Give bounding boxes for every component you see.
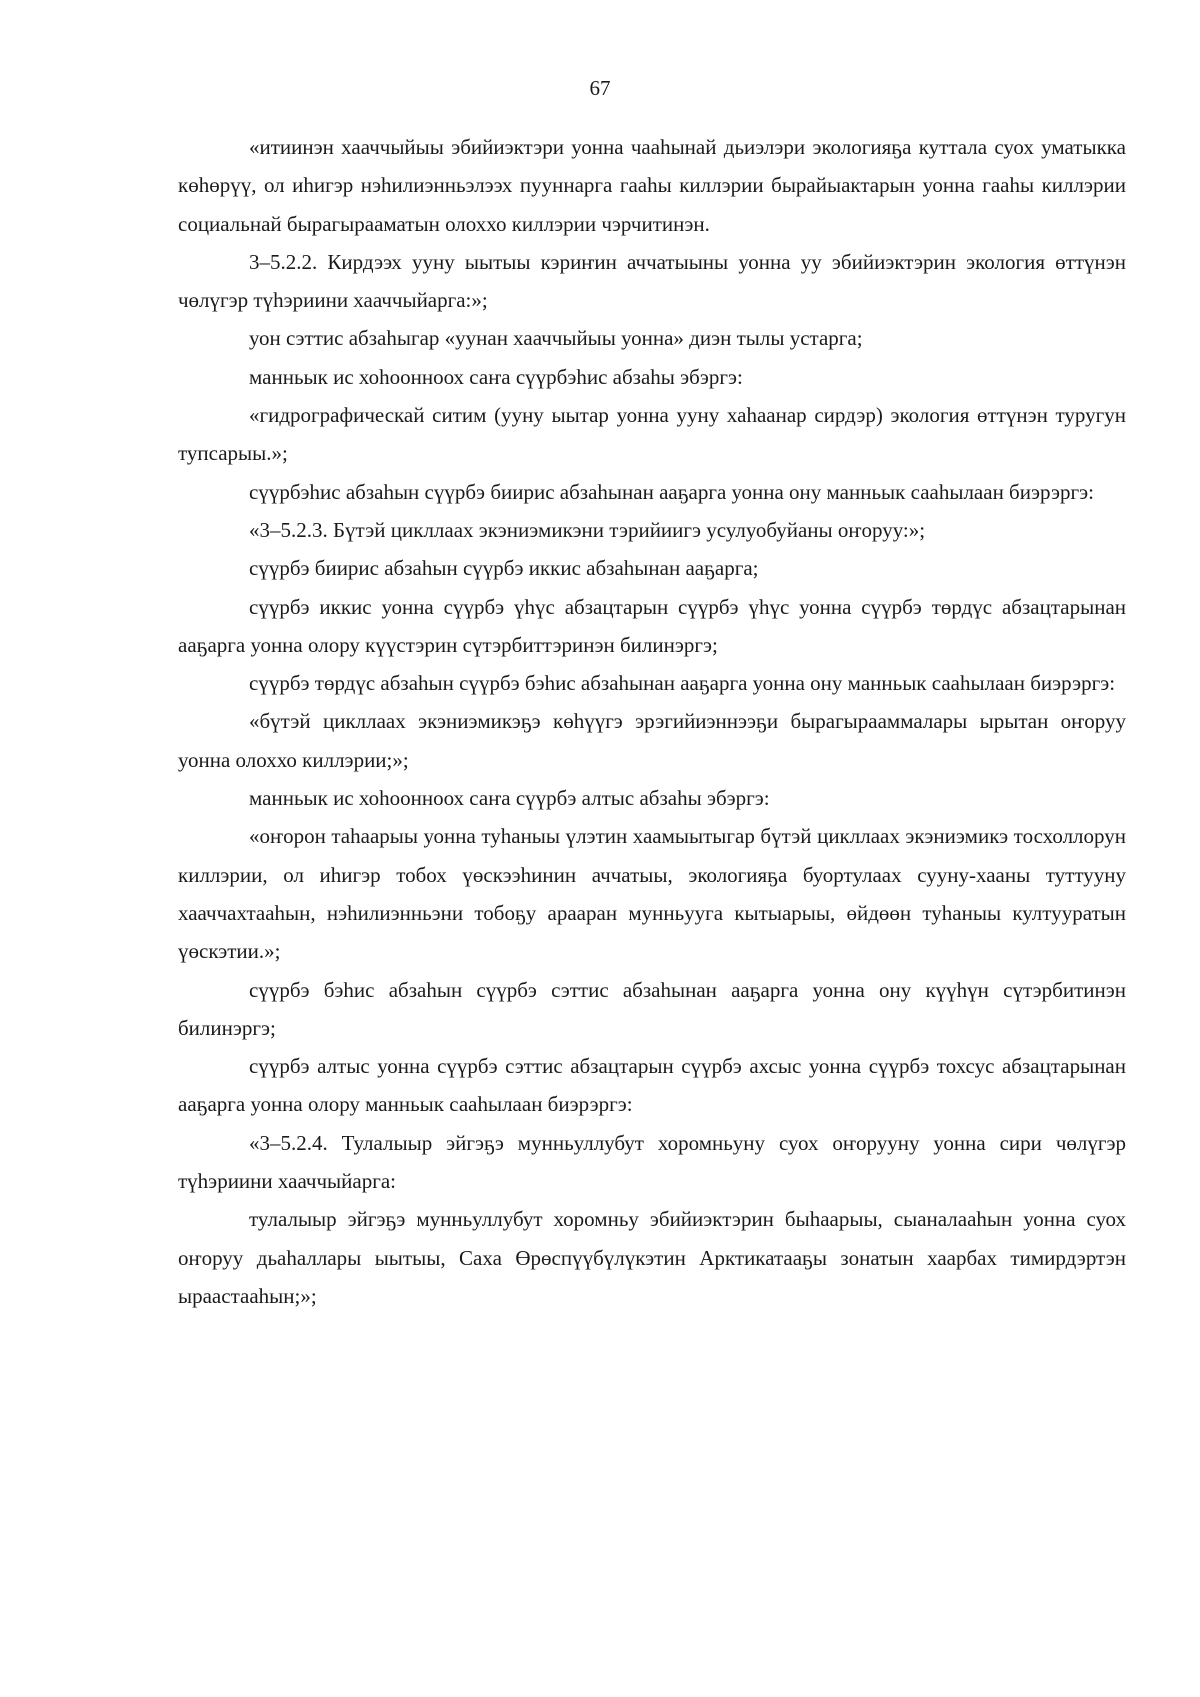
paragraph-16: «3–5.2.4. Тулалыыр эйгэҕэ мунньуллубут хоромньуну суох оҥорууну уонна сири чөлүгэр түһэриини хааччыйарга:: [178, 1130, 1126, 1194]
paragraph-6: сүүрбэһис абзаһын сүүрбэ биирис абзаһынан ааҕарга уонна ону манньык сааһылаан биэрэргэ:: [249, 479, 1094, 504]
paragraph-9: сүүрбэ иккис уонна сүүрбэ үһүс абзацтарын сүүрбэ үһүс уонна сүүрбэ төрдүс абзацтарынан ааҕарга уонна олору күүстэрин сүтэрбиттэринэн билинэргэ;: [178, 594, 1126, 657]
paragraph-15: сүүрбэ алтыс уонна сүүрбэ сэттис абзацтарын сүүрбэ ахсыс уонна сүүрбэ тохсус абзацтарынан ааҕарга уонна олору манньык сааһылаан биэрэргэ:: [178, 1054, 1126, 1117]
paragraph-7: «3–5.2.3. Бүтэй цикллаах экэниэмикэни тэрийиигэ усулуобуйаны оҥоруу:»;: [249, 517, 926, 542]
paragraph-4: манньык ис хоһоонноох саҥа сүүрбэһис абзаһы эбэргэ:: [249, 364, 743, 389]
paragraph-8: сүүрбэ биирис абзаһын сүүрбэ иккис абзаһынан ааҕарга;: [249, 556, 759, 581]
document-body: [178, 128, 1126, 1315]
paragraph-3: уон сэттис абзаһыгар «уунан хааччыйыы уонна» диэн тылы устарга;: [249, 326, 863, 351]
page-number: 67: [589, 76, 611, 100]
paragraph-1: «итиинэн хааччыйыы эбийиэктэри уонна чааһынай дьиэлэри экологияҕа куттала суох уматыкка көһөрүү, ол иһигэр нэһилиэнньэлээх пууннарга гааһы киллэрии бырайыактарын уонна гааһы киллэрии социальнай бырагырааматын олоххо киллэрии чэрчитинэн.: [178, 135, 1126, 236]
paragraph-2: 3–5.2.2. Кирдээх ууну ыытыы кэриҥин аччатыыны уонна уу эбийиэктэрин экология өттүнэн чөлүгэр түһэриини хааччыйарга:»;: [178, 249, 1126, 313]
paragraph-13: «оҥорон таһаарыы уонна туһаныы үлэтин хаамыытыгар бүтэй цикллаах экэниэмикэ тосхоллорун киллэрии, ол иһигэр тобох үөскээһинин аччатыы, экологияҕа буортулаах сууну-хааны туттууну хааччахтааһын, нэһилиэнньэни тобоҕу арааран мунньууга кытыарыы, өйдөөн туһаныы култууратын үөскэтии.»;: [178, 824, 1126, 964]
paragraph-5: «гидрографическай ситим (ууну ыытар уонна ууну хаһаанар сирдэр) экология өттүнэн туругун тупсарыы.»;: [178, 403, 1126, 466]
paragraph-10: сүүрбэ төрдүс абзаһын сүүрбэ бэһис абзаһынан ааҕарга уонна ону манньык сааһылаан биэрэргэ:: [249, 671, 1116, 696]
paragraph-14: сүүрбэ бэһис абзаһын сүүрбэ сэттис абзаһынан ааҕарга уонна ону күүһүн сүтэрбитинэн билинэргэ;: [178, 977, 1126, 1040]
paragraph-17: тулалыыр эйгэҕэ мунньуллубут хоромньу эбийиэктэрин быһаарыы, сыаналааһын уонна суох оҥоруу дьаһаллары ыытыы, Саха Өрөспүүбүлүкэтин Арктикатааҕы зонатын хаарбах тимирдэртэн ыраастааһын;»;: [178, 1207, 1126, 1308]
paragraph-12: манньык ис хоһоонноох саҥа сүүрбэ алтыс абзаһы эбэргэ:: [249, 786, 770, 811]
paragraph-11: «бүтэй цикллаах экэниэмикэҕэ көһүүгэ эрэгийиэннээҕи бырагырааммалары ырытан оҥоруу уонна олоххо киллэрии;»;: [178, 709, 1126, 772]
